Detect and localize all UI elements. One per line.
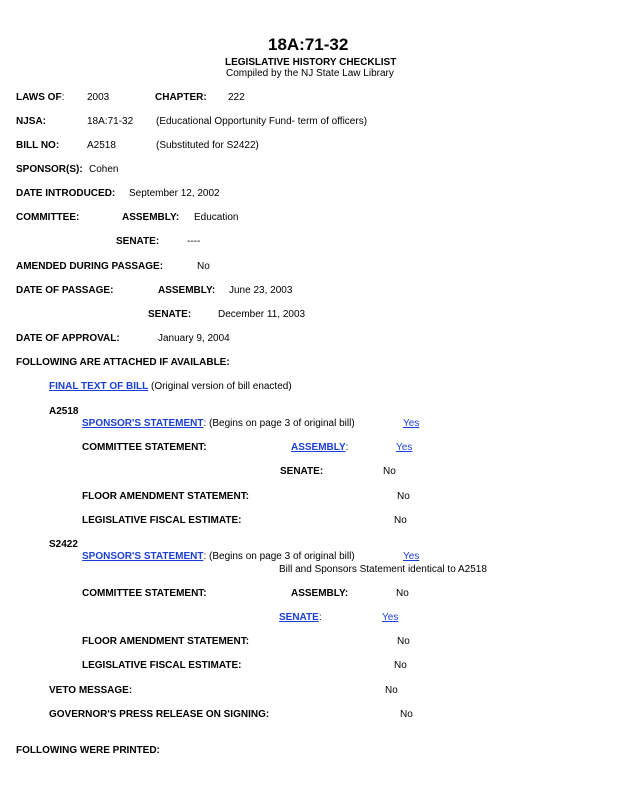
s2422-heading: S2422	[49, 539, 78, 550]
passage-senate-value: December 11, 2003	[218, 309, 306, 320]
s2422-sponsor-row	[82, 552, 355, 562]
njsa-description: (Educational Opportunity Fund- term of officers)	[156, 116, 368, 127]
s2422-sponsor-statement-link[interactable]: SPONSOR'S STATEMENT	[82, 551, 204, 562]
veto-value: No	[385, 685, 398, 696]
a2518-floor-value: No	[397, 491, 410, 502]
attached-heading: FOLLOWING ARE ATTACHED IF AVAILABLE:	[16, 357, 230, 368]
document-title: 18A:71-32	[268, 35, 349, 54]
s2422-assembly-label: ASSEMBLY:	[291, 588, 349, 599]
laws-of-row	[16, 93, 64, 103]
passage-assembly-value: June 23, 2003	[229, 285, 293, 296]
s2422-senate-row	[279, 613, 322, 623]
chapter-label: CHAPTER:	[155, 92, 207, 103]
a2518-heading: A2518	[49, 406, 79, 417]
date-of-approval-label: DATE OF APPROVAL:	[16, 333, 120, 344]
s2422-sponsor-note: : (Begins on page 3 of original bill)	[203, 551, 355, 562]
laws-of-value: 2003	[87, 92, 110, 103]
committee-senate-label: SENATE:	[116, 236, 160, 247]
press-release-label: GOVERNOR'S PRESS RELEASE ON SIGNING:	[49, 709, 270, 720]
s2422-senate-link[interactable]: SENATE	[279, 612, 319, 623]
a2518-sponsor-row	[82, 419, 355, 429]
a2518-assembly-colon: :	[345, 442, 349, 453]
a2518-sponsor-statement-link[interactable]: SPONSOR'S STATEMENT	[82, 418, 204, 429]
a2518-assembly-yes-link[interactable]: Yes	[396, 442, 413, 453]
date-introduced-value: September 12, 2002	[129, 188, 220, 199]
a2518-sponsor-note: : (Begins on page 3 of original bill)	[203, 418, 355, 429]
bill-no-value: A2518	[87, 140, 116, 151]
press-release-value: No	[400, 709, 413, 720]
compiled-by: Compiled by the NJ State Law Library	[226, 68, 394, 79]
a2518-assembly-row	[291, 443, 348, 453]
s2422-fiscal-value: No	[394, 660, 407, 671]
a2518-senate-value: No	[383, 466, 396, 477]
chapter-value: 222	[228, 92, 245, 103]
passage-assembly-label: ASSEMBLY:	[158, 285, 216, 296]
a2518-fiscal-label: LEGISLATIVE FISCAL ESTIMATE:	[82, 515, 242, 526]
committee-assembly-value: Education	[194, 212, 239, 223]
s2422-assembly-value: No	[396, 588, 409, 599]
date-of-passage-label: DATE OF PASSAGE:	[16, 285, 114, 296]
committee-senate-value: ----	[187, 236, 201, 247]
laws-of-label: LAWS OF	[16, 92, 62, 103]
s2422-senate-colon: :	[318, 612, 322, 623]
final-text-row	[49, 382, 292, 392]
document-subtitle: LEGISLATIVE HISTORY CHECKLIST	[225, 57, 397, 68]
final-text-link[interactable]: FINAL TEXT OF BILL	[49, 381, 149, 392]
laws-of-colon: :	[61, 92, 65, 103]
s2422-senate-yes-link[interactable]: Yes	[382, 612, 399, 623]
s2422-fiscal-label: LEGISLATIVE FISCAL ESTIMATE:	[82, 660, 242, 671]
date-introduced-label: DATE INTRODUCED:	[16, 188, 116, 199]
s2422-floor-label: FLOOR AMENDMENT STATEMENT:	[82, 636, 250, 647]
a2518-fiscal-value: No	[394, 515, 407, 526]
a2518-sponsor-yes-link[interactable]: Yes	[403, 418, 420, 429]
s2422-identical-note: Bill and Sponsors Statement identical to A2518	[279, 564, 487, 575]
a2518-assembly-link[interactable]: ASSEMBLY	[291, 442, 346, 453]
njsa-label: NJSA:	[16, 116, 47, 127]
a2518-senate-label: SENATE:	[280, 466, 324, 477]
date-of-approval-value: January 9, 2004	[158, 333, 230, 344]
s2422-floor-value: No	[397, 636, 410, 647]
committee-label: COMMITTEE:	[16, 212, 80, 223]
bill-no-note: (Substituted for S2422)	[156, 140, 259, 151]
a2518-committee-label: COMMITTEE STATEMENT:	[82, 442, 207, 453]
committee-assembly-label: ASSEMBLY:	[122, 212, 180, 223]
sponsors-label: SPONSOR(S):	[16, 164, 83, 175]
bill-no-label: BILL NO:	[16, 140, 60, 151]
passage-senate-label: SENATE:	[148, 309, 192, 320]
a2518-floor-label: FLOOR AMENDMENT STATEMENT:	[82, 491, 250, 502]
sponsors-value: Cohen	[89, 164, 119, 175]
printed-heading: FOLLOWING WERE PRINTED:	[16, 745, 160, 756]
s2422-committee-label: COMMITTEE STATEMENT:	[82, 588, 207, 599]
s2422-sponsor-yes-link[interactable]: Yes	[403, 551, 420, 562]
njsa-value: 18A:71-32	[87, 116, 134, 127]
amended-label: AMENDED DURING PASSAGE:	[16, 261, 164, 272]
amended-value: No	[197, 261, 210, 272]
veto-label: VETO MESSAGE:	[49, 685, 133, 696]
final-text-note: (Original version of bill enacted)	[151, 381, 292, 392]
